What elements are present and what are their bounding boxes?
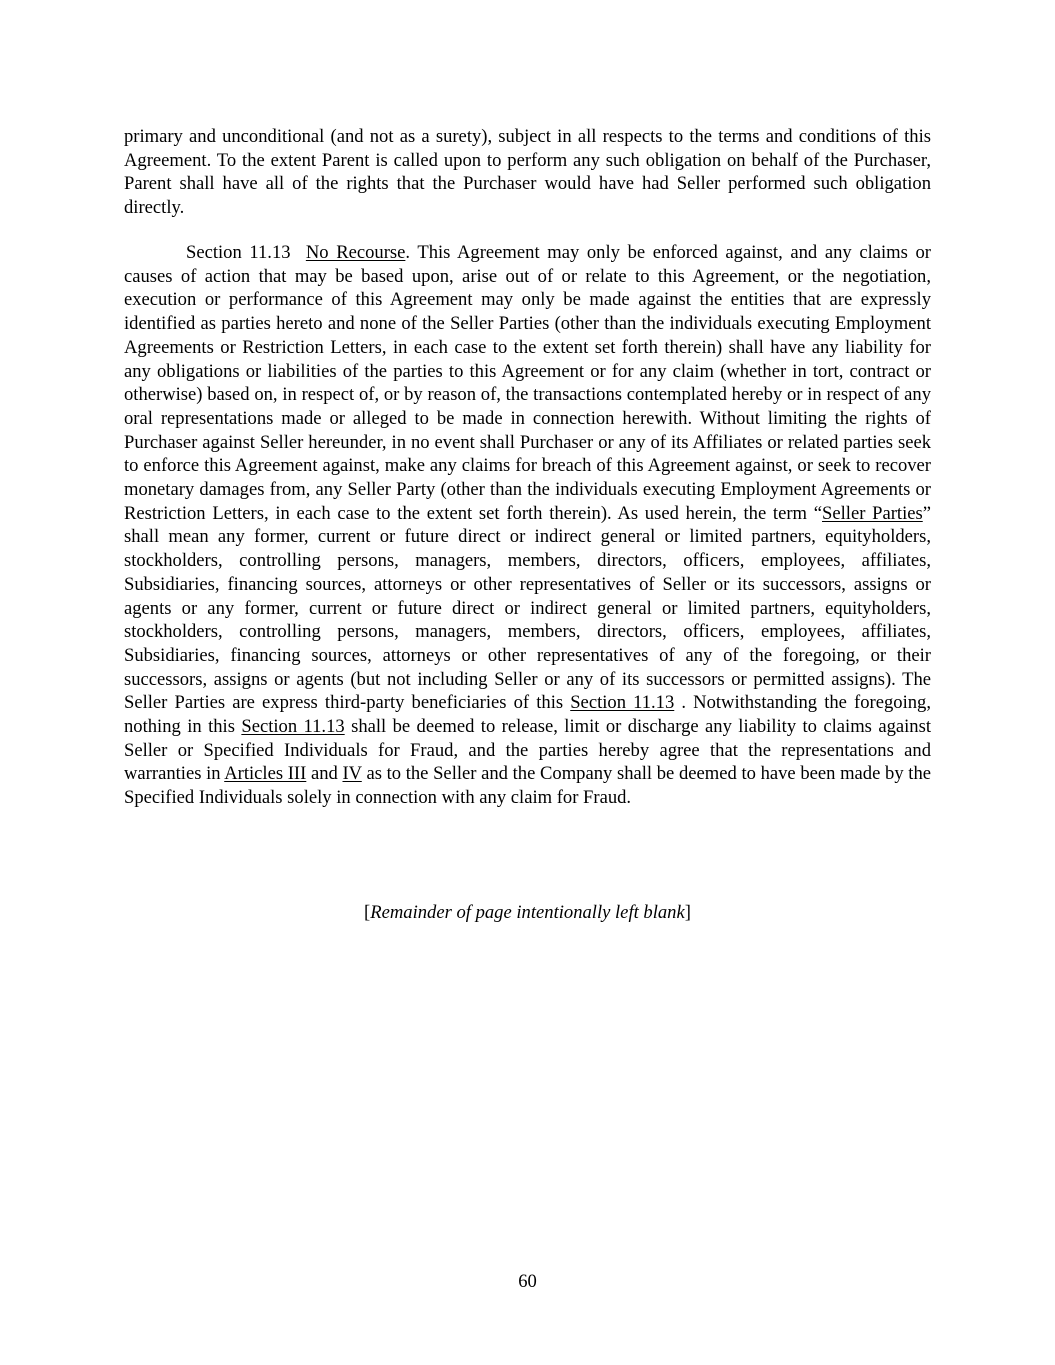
cross-reference: IV bbox=[342, 763, 362, 785]
page-number: 60 bbox=[518, 1271, 537, 1292]
section-text: . This Agreement may only be enforced against, and any claims or causes of action that may be based upon, arise out of or relate to this Agreement, or the negotiation, execution or performance of this Agreement may only be made against the entities that are expressly identified as parties hereto and none of the Seller Parties (other than the individuals executing Employment Agreements or Restriction Letters, in each case to the extent set forth therein) shall have any liability for any obligations or liabilities of the parties to this Agreement or for any claim (whether in tort, contract or otherwise) based on, in respect of, or by reason of, the transactions contemplated hereby or in respect of any oral representations made or alleged to be made in connection herewith. Without limiting the rights of Purchaser against Seller hereunder, in no event shall Purchaser or any of its Affiliates or related parties seek to enforce this Agreement against, make any claims for breach of this Agreement against, or seek to recover monetary damages from, any Seller Party (other than the individuals executing Employment Agreements or Restriction Letters, in each case to the extent set forth therein). As used herein, the term “ bbox=[124, 242, 932, 524]
defined-term: Seller Parties bbox=[822, 502, 923, 524]
note-close-bracket: ] bbox=[684, 902, 691, 923]
cross-reference: Section 11.13 bbox=[241, 716, 345, 738]
section-text: . Notwithstanding the foregoing, nothing in this bbox=[124, 692, 931, 738]
note-text: Remainder of page intentionally left blank bbox=[370, 902, 685, 923]
section-text: shall be deemed to release, limit or discharge any liability to claims against Seller or Specified Individuals for Fraud, and the parties hereby agree that the representations and warranties in bbox=[124, 716, 931, 785]
continuation-paragraph: primary and unconditional (and not as a surety), subject in all respects to the terms and conditions of this Agreement. To the extent Parent is called upon to perform any such obligation on behalf of the Purchaser, Parent shall have all of the rights that the Purchaser would have had Seller performed such obligation directly. bbox=[124, 126, 931, 219]
section-text: as to the Seller and the Company shall be deemed to have been made by the Specified Individuals solely in connection with any claim for Fraud. bbox=[124, 763, 931, 809]
section-text: ” shall mean any former, current or future direct or indirect general or limited partners, equityholders, stockholders, controlling persons, managers, members, directors, officers, employees, affiliates, Subsidiaries, financing sources, attorneys or other representatives of Seller or its successors, assigns or agents or any former, current or future direct or indirect general or limited partners, equityholders, stockholders, controlling persons, managers, members, directors, officers, employees, affiliates, Subsidiaries, financing sources, attorneys or other representatives of any of the foregoing, or their successors, assigns or agents (but not including Seller or any of its successors or permitted assigns). The Seller Parties are express third-party beneficiaries of this bbox=[124, 502, 932, 714]
section-text: and bbox=[306, 763, 343, 785]
section-heading: No Recourse bbox=[305, 242, 406, 263]
cross-reference: Articles III bbox=[224, 763, 307, 785]
blank-page-note bbox=[124, 901, 931, 925]
section-number: Section 11.13 bbox=[186, 242, 291, 263]
section-11-13-paragraph bbox=[124, 241, 931, 810]
note-open-bracket: [ bbox=[364, 902, 371, 923]
cross-reference: Section 11.13 bbox=[570, 692, 675, 714]
